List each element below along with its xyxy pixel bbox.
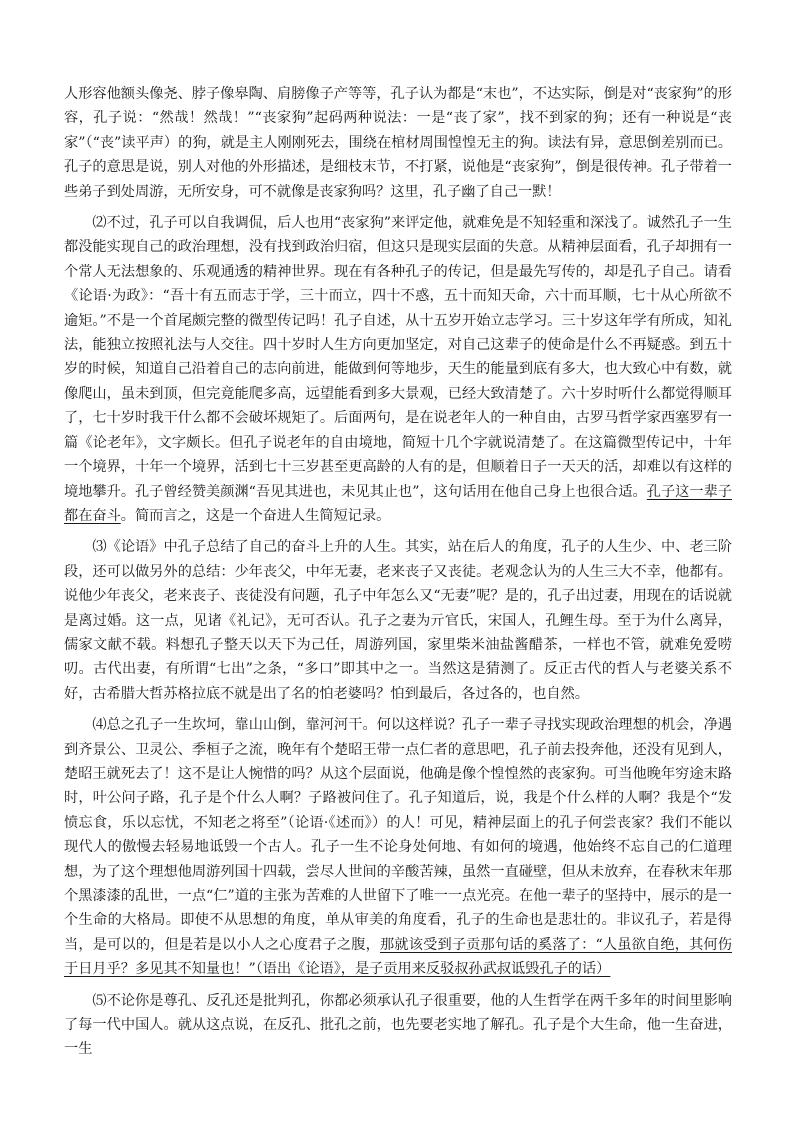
body-text: ⑸不论你是尊孔、反孔还是批判孔，你都必须承认孔子很重要，他的人生哲学在两千多年的时间里影响了每一代中国人。就从这点说，在反孔、批孔之前，也先要老实地了解孔。孔子是个大生命，他一生奋进，一生 [64,992,732,1058]
body-text: ⑶《论语》中孔子总结了自己的奋斗上升的人生。其实，站在后人的角度，孔子的人生少、中、老三阶段，还可以做另外的总结：少年丧父，中年无妻，老来丧子又丧徒。老观念认为的人生三大不幸，他都有。说他少年丧父，老来丧子、丧徒没有问题，孔子中年怎么又“无妻”呢？是的，孔子出过妻，用现在的话说就是离过婚。这一点，见诸《礼记》，无可否认。孔子之妻为亓官氏，宋国人，孔鲤生母。至于为什么离异，儒家文献不载。料想孔子整天以天下为己任，周游列国，家里柴米油盐酱醋茶，一样也不管，就难免爱唠叨。古代出妻，有所谓“七出”之条，“多口”即其中之一。当然这是猜测了。反正古代的哲人与老婆关系不好，古希腊大哲苏格拉底不就是出了名的怕老婆吗？怕到最后，各过各的，也自然。 [64,539,732,702]
paragraph-p2 [64,535,732,706]
document-page [64,82,732,1069]
paragraph-p4 [64,989,732,1062]
paragraph-p0 [64,82,732,204]
underlined-text: 那就该受到子贡那句话的奚落了：“人虽欲自绝，其何伤于日月乎？多见其不知量也！”（语出《论语》，是子贡用来反驳叔孙武叔诋毁孔子的话） [64,936,732,978]
underlined-text: 孔子这一辈子都在奋斗 [64,483,732,524]
body-text: ⑵不过，孔子可以自我调侃，后人也用“丧家狗”来评定他，就难免是不知轻重和深浅了。诚然孔子一生都没能实现自己的政治理想，没有找到政治归宿，但这只是现实层面的失意。从精神层面看，孔子却拥有一个常人无法想象的、乐观通透的精神世界。现在有各种孔子的传记，但是最先写传的，却是孔子自己。请看《论语·为政》：“吾十有五而志于学，三十而立，四十不惑，五十而知天命，六十而耳顺，七十从心所欲不逾矩。”不是一个首尾颇完整的微型传记吗！孔子自述，从十五岁开始立志学习。三十岁这年学有所成，知礼法，能独立按照礼法与人交往。四十岁时人生方向更加坚定，对自己这辈子的使命是什么不再疑惑。到五十岁的时候，知道自己沿着自己的志向前进，能做到何等地步，天生的能量到底有多大，也大致心中有数，就像爬山，虽未到顶，但完竟能爬多高，远望能看到多大景观，已经大致清楚了。六十岁时听什么都觉得顺耳了，七十岁时我干什么都不会破坏规矩了。后面两句，是在说老年人的一种自由，古罗马哲学家西塞罗有一篇《论老年》，文字颇长。但孔子说老年的自由境地，简短十几个字就说清楚了。在这篇微型传记中，十年一个境界，十年一个境界，活到七十三岁甚至更高龄的人有的是，但顺着日子一天天的活，却难以有这样的境地攀升。孔子曾经赞美颜渊“吾见其进也，未见其止也”，这句话用在他自己身上也很合适。 [64,215,732,500]
body-text: ⑷总之孔子一生坎坷，靠山山倒，靠河河干。何以这样说？孔子一辈子寻找实现政治理想的机会，净遇到齐景公、卫灵公、季桓子之流，晚年有个楚昭王带一点仁者的意思吧，孔子前去投奔他，还没有见到人，楚昭王就死去了！这不是让人惋惜的吗？从这个层面说，他确是像个惶惶然的丧家狗。可当他晚年穷途末路时，叶公问子路，孔子是个什么人啊？子路被问住了。孔子知道后，说，我是个什么样的人啊？我是个“发愤忘食，乐以忘忧，不知老之将至”（论语·《述而》）的人！可见，精神层面上的孔子何尝丧家？我们不能以现代人的傲慢去轻易地诋毁一个古人。孔子一生不论身处何地、有如何的境遇，他始终不忘自己的仁道理想，为了这个理想他周游列国十四载，尝尽人世间的辛酸苦辣，虽然一直碰壁，但从未放弃，在春秋末年那个黑漆漆的乱世，一点“仁”道的主张为苦难的人世留下了唯一一点光亮。在他一辈子的坚持中，展示的是一个生命的大格局。即使不从思想的角度，单从审美的角度看，孔子的生命也是悲壮的。非议孔子，若是得当，是可以的，但是若是以小人之心度君子之腹， [64,717,732,953]
body-text: 。简而言之，这是一个奋进人生简短记录。 [120,507,391,524]
paragraph-p1 [64,211,732,528]
paragraph-p3 [64,713,732,981]
body-text: 人形容他额头像尧、脖子像皋陶、肩膀像子产等等，孔子认为都是“末也”，不达实际，倒是对“丧家狗”的形容，孔子说：“然哉！然哉！”“丧家狗”起码两种说法：一是“丧了家”，找不到家的狗；还有一种说是“丧家”（“丧”读平声）的狗，就是主人刚刚死去，围绕在棺材周围惶惶无主的狗。读法有异，意思倒差别而已。孔子的意思是说，别人对他的外形描述，是细枝末节，不打紧，说他是“丧家狗”，倒是很传神。孔子带着一些弟子到处周游，无所安身，可不就像是丧家狗吗？这里，孔子幽了自己一默！ [64,86,732,200]
